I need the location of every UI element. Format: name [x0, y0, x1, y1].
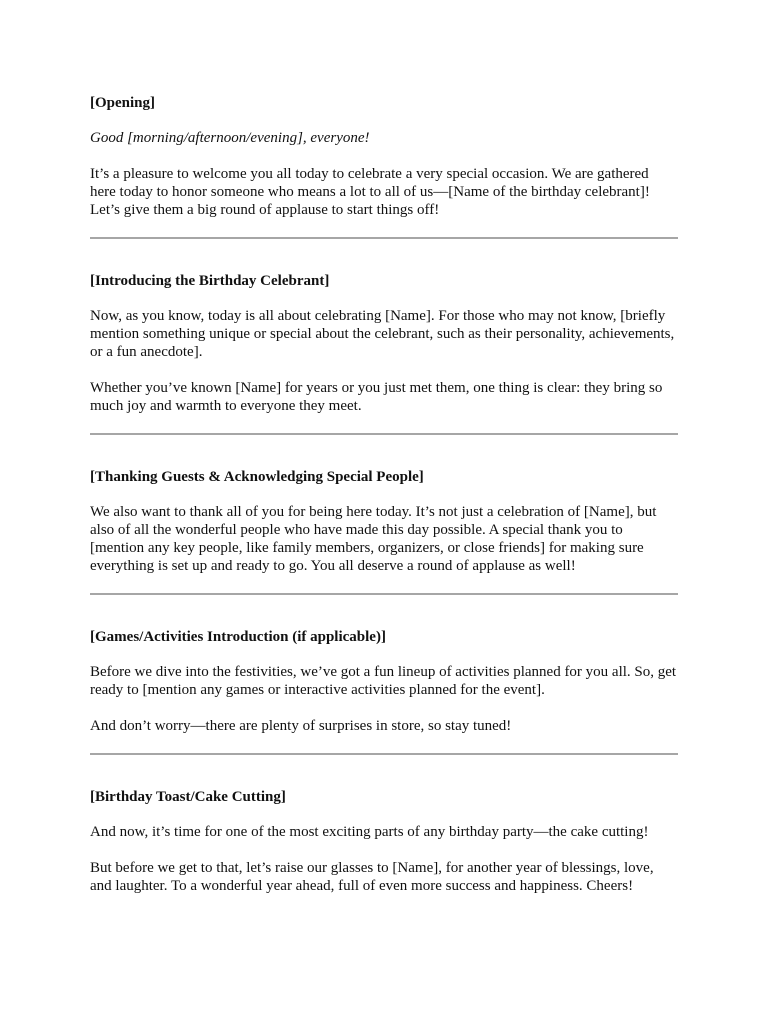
- section-heading: [Thanking Guests & Acknowledging Special People]: [90, 469, 424, 485]
- section-opening: [90, 94, 678, 219]
- paragraph: Now, as you know, today is all about celebrating [Name]. For those who may not know, [briefly mention something unique or special about the celebrant, such as their personality, achievements, or a fun anecdote].: [90, 308, 675, 360]
- section-heading: [Introducing the Birthday Celebrant]: [90, 273, 330, 289]
- paragraph: But before we get to that, let’s raise our glasses to [Name], for another year of blessings, love, and laughter. To a wonderful year ahead, full of even more success and happiness. Cheers!: [90, 860, 654, 894]
- paragraph: And don’t worry—there are plenty of surprises in store, so stay tuned!: [90, 718, 512, 734]
- paragraph: Whether you’ve known [Name] for years or you just met them, one thing is clear: they bring so much joy and warmth to everyone they meet.: [90, 380, 663, 414]
- paragraph: We also want to thank all of you for being here today. It’s not just a celebration of [Name], but also of all the wonderful people who have made this day possible. A special thank you to [mention any key people, like family members, organizers, or close friends] for making sure everything is set up and ready to go. You all deserve a round of applause as well!: [90, 504, 657, 574]
- section-toast-cake-cutting: [90, 755, 678, 895]
- greeting-line: Good [morning/afternoon/evening], everyone!: [90, 130, 370, 146]
- paragraph: It’s a pleasure to welcome you all today to celebrate a very special occasion. We are gathered here today to honor someone who means a lot to all of us—[Name of the birthday celebrant]! Let’s give them a big round of applause to start things off!: [90, 166, 650, 218]
- section-heading: [Opening]: [90, 95, 156, 111]
- paragraph: Before we dive into the festivities, we’ve got a fun lineup of activities planned for you all. So, get ready to [mention any games or interactive activities planned for the event].: [90, 664, 677, 698]
- section-introducing-celebrant: [90, 239, 678, 415]
- section-heading: [Birthday Toast/Cake Cutting]: [90, 789, 286, 805]
- section-heading: [Games/Activities Introduction (if applicable)]: [90, 629, 386, 645]
- section-thanking-guests: [90, 435, 678, 575]
- section-games-activities: [90, 595, 678, 735]
- document-body: [90, 94, 678, 913]
- paragraph: And now, it’s time for one of the most exciting parts of any birthday party—the cake cutting!: [90, 824, 649, 840]
